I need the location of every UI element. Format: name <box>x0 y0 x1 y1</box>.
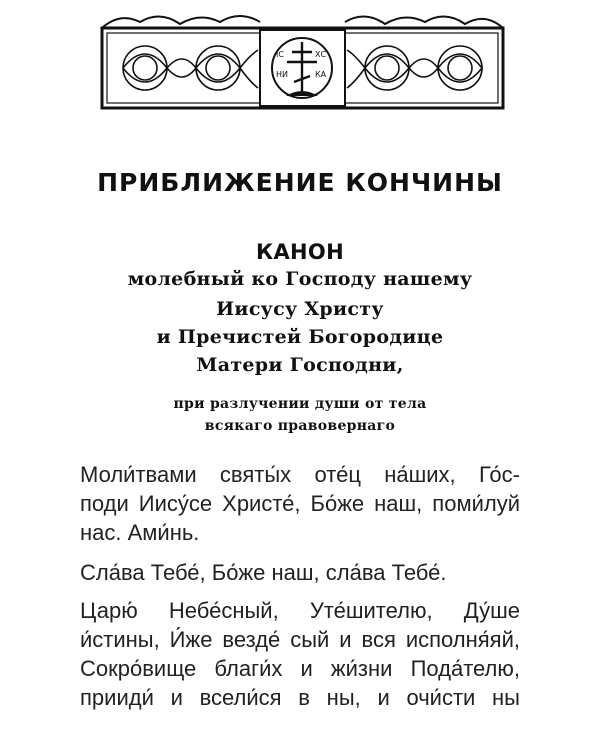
prayer-paragraph <box>80 596 520 712</box>
ornament-inscription-left-2: НИ <box>276 70 288 79</box>
page-title: ПРИБЛИЖЕНИЕ КОНЧИНЫ <box>97 168 503 197</box>
ornament-inscription-right-2: КА <box>315 70 327 79</box>
text-line: Царю́ Небе́сный, Уте́шителю, Ду́ше <box>80 598 520 623</box>
prayer-paragraph <box>80 558 520 587</box>
heading-line: Иисусу Христу <box>216 298 384 320</box>
text-line: нас. Ами́нь. <box>80 520 200 545</box>
heading-line: молебный ко Господу нашему <box>127 268 473 290</box>
heading-kanon: КАНОН <box>256 240 344 264</box>
ornament-icon <box>100 10 505 110</box>
ornamental-header-band <box>100 10 505 110</box>
heading-subtitle: всякаго правовернаго <box>204 418 396 434</box>
text-line: Сла́ва Тебе́, Бо́же наш, сла́ва Тебе́. <box>80 560 447 585</box>
ornament-inscription-left: IC <box>276 50 284 59</box>
text-line: прииди́ и всели́ся в ны, и очи́сти ны <box>80 685 520 710</box>
ornament-inscription-right: ХС <box>315 50 327 59</box>
prayer-paragraph <box>80 460 520 547</box>
text-line: Сокро́вище благи́х и жи́зни Пода́телю, <box>80 656 520 681</box>
heading-subtitle: при разлучении души от тела <box>173 396 427 412</box>
text-line: Моли́твами святы́х оте́ц на́ших, Го́с- <box>80 462 520 487</box>
text-line: и́стины, И́же везде́ сый и вся исполня́яй, <box>80 627 520 652</box>
text-line: поди Иису́се Христе́, Бо́же наш, поми́луй <box>80 491 520 516</box>
heading-line: Матери Господни, <box>196 354 404 376</box>
heading-line: и Пречистей Богородице <box>156 326 444 348</box>
